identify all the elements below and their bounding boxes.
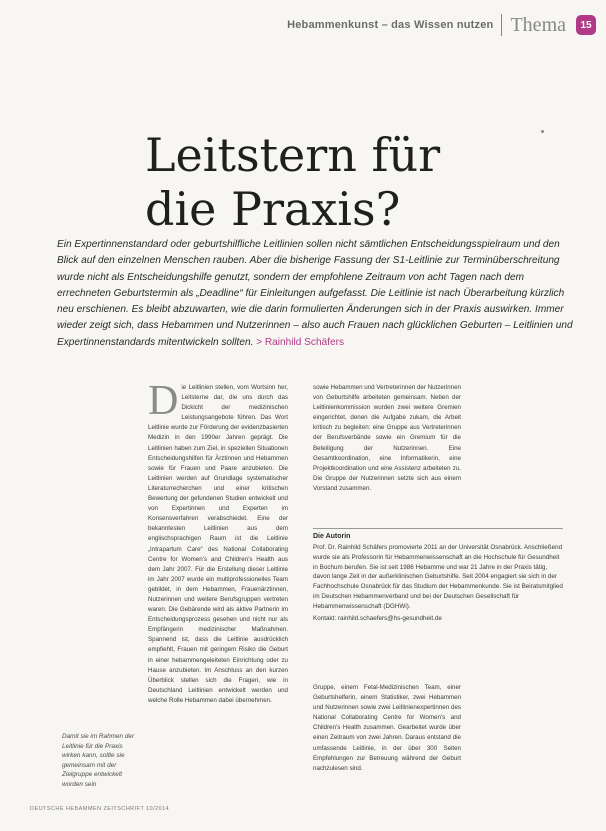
running-header-kicker: Hebammenkunst – das Wissen nutzen (287, 19, 494, 31)
author-box-title: Die Autorin (313, 533, 351, 540)
drop-cap: D (148, 383, 179, 424)
title-line-2: die Praxis? (145, 182, 401, 236)
page-footer: DEUTSCHE HEBAMMEN ZEITSCHRIFT 10/2014 (30, 806, 170, 812)
print-speck (541, 130, 544, 133)
header-divider (501, 14, 502, 36)
lead-text: Ein Expertinnenstandard oder geburtshilfliche Leitlinien sollen nicht sämtlichen Entscheidungsspielraum und den Blick auf den einzelnen Menschen rauben. Aber die bisherige Fassung der S1-Leitlinie zur Terminüberschreitung wurde nicht als Entscheidungshilfe genutzt, sondern der empfohlene Zeitraum von acht Tagen nach dem errechneten Geburtstermin als „Deadline“ für Einleitungen aufgefasst. Die Leitlinie ist nach Überarbeitung kürzlich neu erschienen. Es bleibt abzuwarten, wie die darin formulierten Änderungen sich in der Praxis auswirken. Immer wieder zeigt sich, dass Hebammen und Nutzerinnen – also auch Frauen nach glücklichen Geburten – Leitlinien und Expertinnenstandards mitentwickeln sollten. (57, 239, 573, 348)
body-column-3-text: Gruppe, einem Fetal-Medizinischen Team, einer Geburtshelferin, einem Statistiker, zwei Hebammen und Nutzerinnen sowie zwei Leitlinienexpertinnen des National Collaborating Centre for Women’s and Children’s Health zusammen. Gearbeitet wurde über einen Zeitraum von zwei Jahren. Daraus entstand die umfassende Leitlinie, in der über 300 Seiten Empfehlungen zur Betreuung während der Geburt nachzulesen sind. (313, 684, 461, 772)
author-box-contact (313, 614, 563, 624)
running-header (270, 14, 596, 36)
author-byline: > Rainhild Schäfers (256, 336, 344, 348)
lead-paragraph (57, 237, 577, 351)
body-column-2 (313, 383, 461, 515)
body-column-3 (313, 683, 461, 783)
article-title (145, 128, 440, 236)
page-number-badge: 15 (576, 15, 596, 35)
body-column-1 (148, 383, 288, 781)
body-column-2-text: sowie Hebammen und Vertreterinnen der Nutzerinnen von Geburtshilfe arbeiteten gemeinsam. Neben der Leitlinienkommission wurden zwei weitere Gremien eingerichtet, denen die Aufgabe zukam, die Arbeit kritisch zu begleiten: eine Gruppe aus Vertreterinnen der Berufsverbände sowie ein Gremium für die Beteiligung der Nutzerinnen. Eine Gesamtkoordination, eine Informatikerin, eine Projektkoordination und eine Assistenz arbeiteten zu. Die Gruppe der Nutzerinnen setzte sich aus einem Vorstand zusammen. (313, 384, 461, 492)
image-caption: Damit sie im Rahmen der Leitlinie für die Praxis wirken kann, sollte sie gemeinsam mit der Zielgruppe entwickelt worden sein (62, 733, 135, 788)
section-label: Thema (510, 13, 566, 36)
author-email-link[interactable]: rainhild.schaefers@hs-gesundheit.de (337, 614, 442, 622)
author-box-contact-label: Kontakt: (313, 614, 337, 622)
body-column-1-text: ie Leitlinien stellen, vom Wortsinn her, Leitsterne dar, die uns durch das Dickicht der medizinischen Leistungsangebote führen. Das Wort Leitlinie wurde zur Förderung der evidenzbasierten Medizin in den 1990er Jahren geprägt. Die Leitlinien haben zum Ziel, in speziellen Situationen Entscheidungshilfen für Ärztinnen und Hebammen sowie für Frauen und Paare anzubieten. Die Leitlinien werden auf Grundlage systematischer Literaturrecherchen und einer kritischen Bewertung der gefundenen Studien entwickelt und von Expertinnen und Experten im Konsensverfahren verabschiedet. Eine der bekanntesten Leitlinien aus dem englischsprachigen Raum ist die Leitlinie „Intrapartum Care“ des National Collaborating Centre for Women’s and Children’s Health aus dem Jahr 2007. Für die Erstellung dieser Leitlinie im Jahr 2007 wurde ein multiprofessionelles Team gebildet, in dem Hebammen, Frauenärztinnen, Nutzerinnen und weitere Berufsgruppen vertreten waren. Die Gebärende wird als aktive Partnerin im Entscheidungsprozess gesehen und nicht nur als Empfängerin medizinischer Maßnahmen. Spannend ist, dass die Leitlinie ausdrücklich empfiehlt, Frauen mit geringem Risiko die Geburt in einer hebammengeleiteten Einrichtung oder zu Hause anzubieten. Im Anschluss an den kurzen Überblick stellen sich die Fragen, wie in Deutschland Leitlinien entwickelt werden und welche Rolle Hebammen dabei übernehmen. (148, 384, 288, 704)
author-info-box (313, 528, 563, 664)
author-box-rule (313, 528, 563, 529)
title-line-1: Leitstern für (145, 128, 441, 182)
author-box-bio: Prof. Dr. Rainhild Schäfers promovierte 2011 an der Universität Osnabrück. Anschließend wurde sie als Professorin für Hebammenwissenschaft an die Hochschule für Gesundheit in Bochum berufen. Sie ist seit 1986 Hebamme und war 21 Jahre in der Praxis tätig, davon lange Zeit in der außerklinischen Geburtshilfe. Seit 2004 engagiert sie sich in der Fachhochschule Osnabrück für das Studium der Hebammenkunde. Sie ist Beiratsmitglied im Deutschen Hebammenverband und bei der Deutschen Gesellschaft für Hebammenwissenschaft (DGHWi). (313, 544, 563, 610)
